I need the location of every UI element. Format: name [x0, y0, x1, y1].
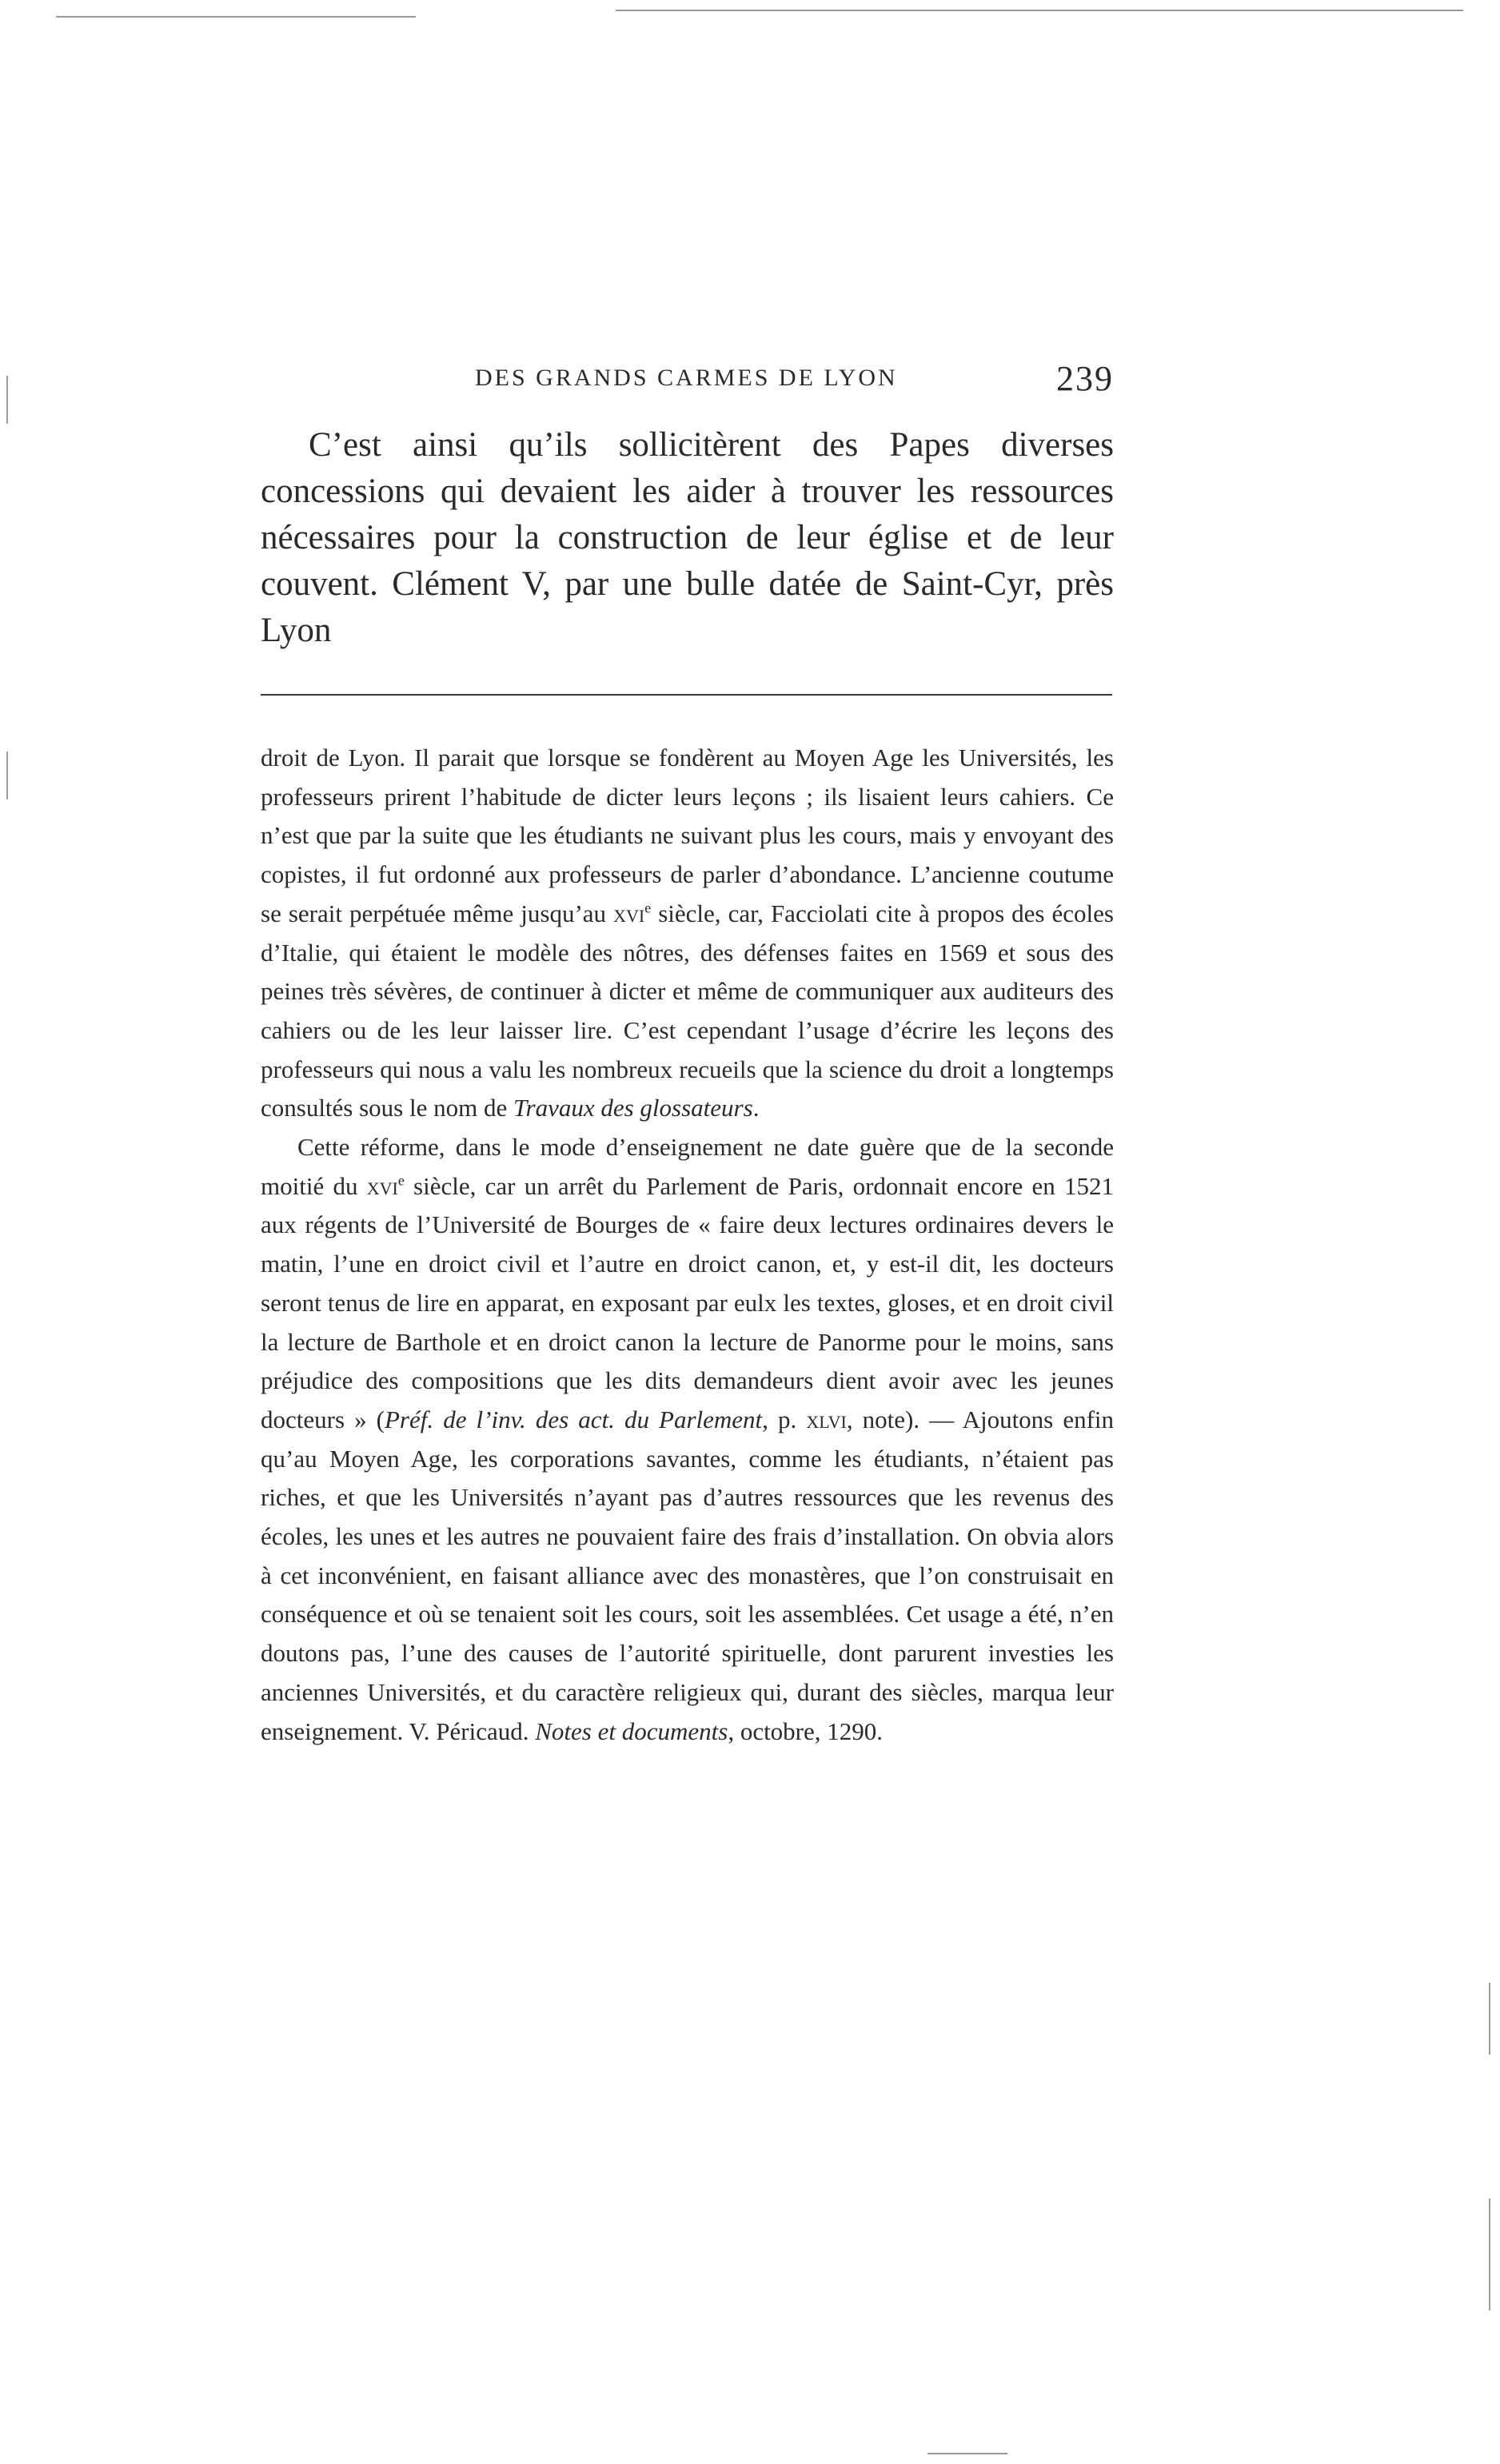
footnote-1-italic-title: Travaux des glossateurs	[513, 1094, 753, 1122]
scan-edge-bottom	[928, 2453, 1007, 2454]
footnote-2-text-b: siècle, car un arrêt du Parlement de Paris, ordonnait encore en 1521 aux régents de l’Université de Bourges de « faire deux lectures ordinaires devers le matin, l’une en droict civil et l’autre en droict canon, et, y est-il dit, les docteurs seront tenus de lire en apparat, en exposant par eulx les textes, gloses, et en droit civil la lecture de Barthole et en droict canon la lecture de Panorme pour le moins, sans préjudice des compositions que les dits demandeurs dient avoir avec les jeunes docteurs » (	[261, 1171, 1115, 1433]
scan-edge-top-left	[56, 16, 416, 18]
footnote-2-reference-separator: , p.	[762, 1405, 807, 1433]
footnote-2-century: xvi	[366, 1171, 398, 1200]
main-paragraph: C’est ainsi qu’ils sollicitèrent des Papes diverses concessions qui devaient les aider à trouver les ressources nécessaires pour la construction de leur église et de leur couvent. Clément V, par une bulle datée de Saint-Cyr, près Lyon	[261, 426, 1114, 649]
footnote-2-reference-page: xlvi	[806, 1405, 847, 1433]
scan-edge-top-right	[616, 10, 1463, 11]
footnote-separator	[261, 694, 1112, 696]
footnote-2-reference-italic: Préf. de l’inv. des act. du Parlement	[385, 1405, 763, 1433]
running-head	[261, 358, 1114, 406]
footnote-1-end: .	[752, 1094, 760, 1122]
scan-edge-right-2	[1489, 2199, 1490, 2310]
footnote-1-century: xvi	[613, 899, 645, 927]
footnote-paragraph-2	[261, 1128, 1114, 1751]
running-head-title: DES GRANDS CARMES DE LYON	[475, 365, 898, 391]
footnote-2-text-c: , note). — Ajoutons enfin qu’au Moyen Age, les corporations savantes, comme les étudiants, n’étaient pas riches, et que les Universités n’ayant pas d’autres ressources que les revenus des écoles, les unes et les autres ne pouvaient faire des frais d’installation. On obvia alors à cet inconvénient, en faisant alliance avec des monastères, que l’on construisait en conséquence et où se tenaient soit les cours, soit les assemblées. Cet usage a été, n’en doutons pas, l’une des causes de l’autorité spirituelle, dont parurent investies les anciennes Universités, et du caractère religieux qui, durant des siècles, marqua leur enseignement. V. Péricaud.	[261, 1405, 1115, 1745]
scan-edge-left	[6, 376, 8, 424]
page-number: 239	[1056, 359, 1114, 398]
book-page	[261, 358, 1114, 1751]
footnote-2-source-end: , octobre, 1290.	[728, 1716, 884, 1745]
scan-edge-right	[1489, 1983, 1490, 2055]
footnote-2-source-italic: Notes et documents	[535, 1716, 728, 1745]
footnote-paragraph-1	[261, 739, 1114, 1128]
footnote-1-text-b: siècle, car, Facciolati cite à propos des écoles d’Italie, qui étaient le modèle des nôtres, des défenses faites en 1569 et sous des peines très sévères, de continuer à dicter et même de communiquer aux auditeurs des cahiers ou de les leur laisser lire. C’est cependant l’usage d’écrire les leçons des professeurs qui nous a valu les nombreux recueils que la science du droit a longtemps consultés sous le nom de	[261, 899, 1114, 1122]
footnote-2-text-a: Cette réforme, dans le mode d’enseignement ne date guère que de la seconde moitié du	[261, 1133, 1114, 1200]
footnote-1-text-a: droit de Lyon. Il parait que lorsque se fondèrent au Moyen Age les Universités, les professeurs prirent l’habitude de dicter leurs leçons ; ils lisaient leurs cahiers. Ce n’est que par la suite que les étudiants ne suivant plus les cours, mais y envoyant des copistes, il fut ordonné aux professeurs de parler d’abondance. L’ancienne coutume se serait perpétuée même jusqu’au	[261, 744, 1114, 927]
footnote-2-century-sup: e	[397, 1172, 405, 1189]
footnote-1-century-sup: e	[644, 899, 652, 916]
scan-edge-left-2	[6, 752, 8, 799]
